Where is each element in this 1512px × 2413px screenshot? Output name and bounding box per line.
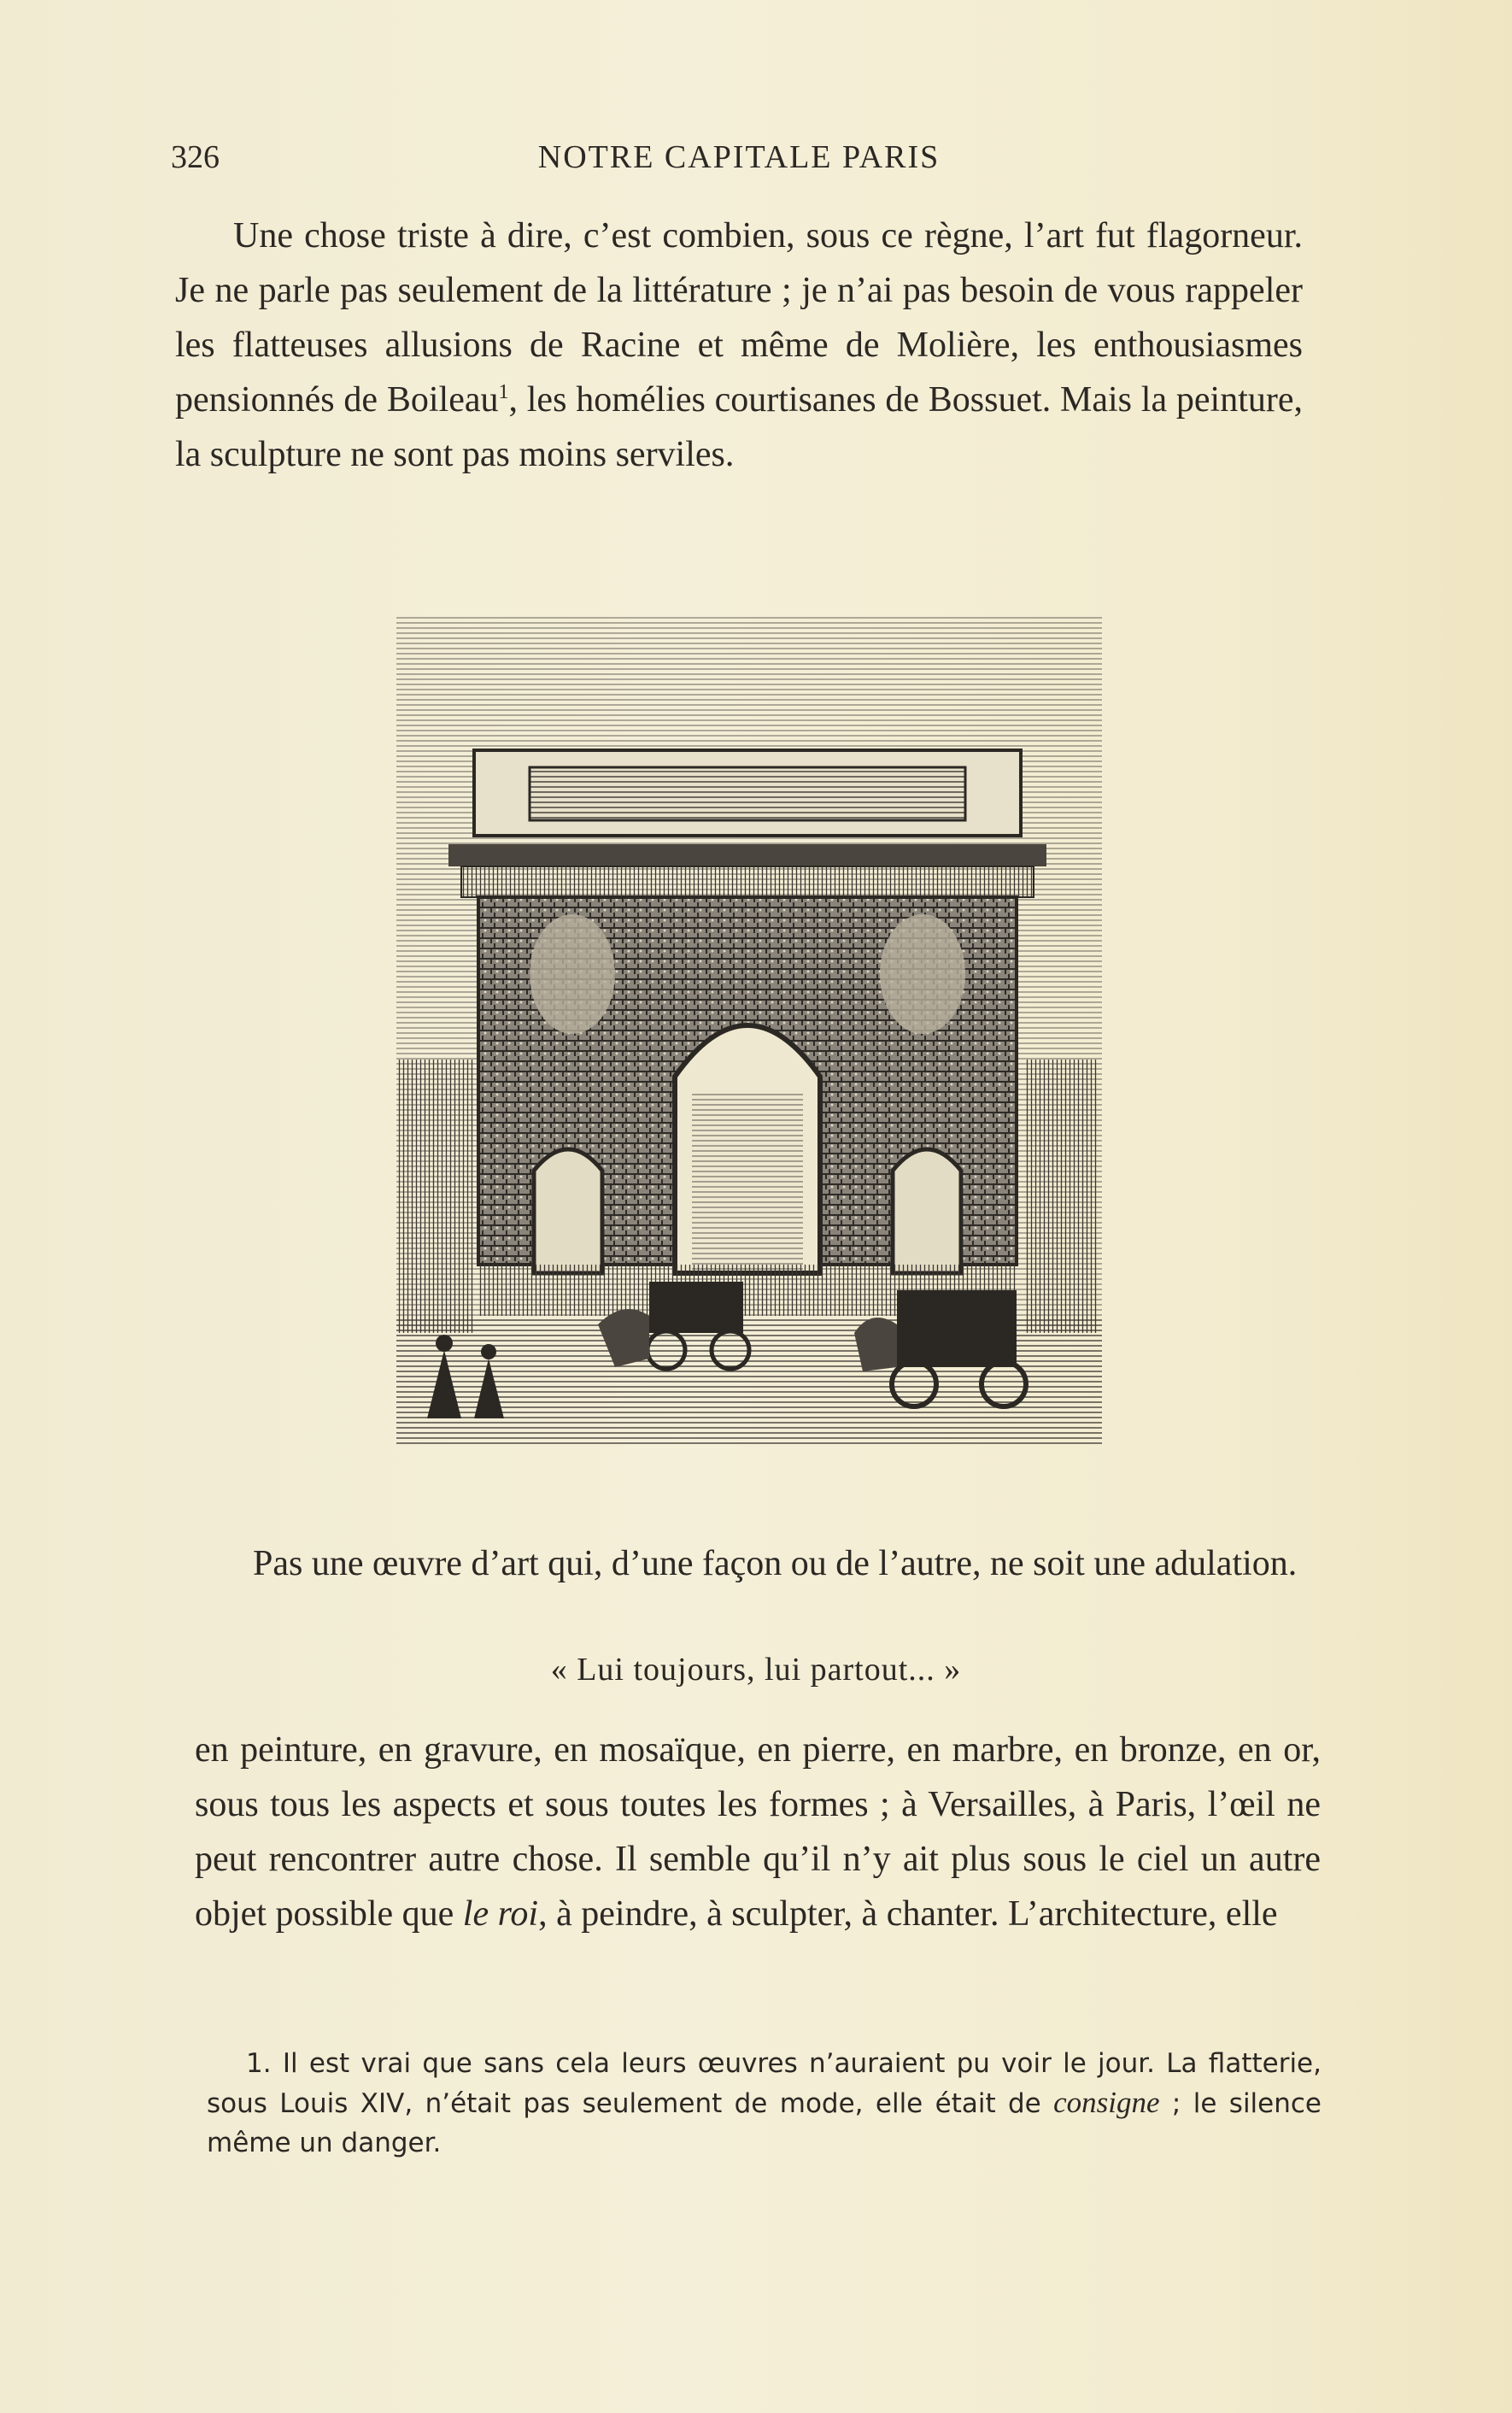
left-relief [530,914,615,1034]
paragraph-2: Pas une œuvre d’art qui, d’une façon ou de l’autre, ne soit une adulation. [253,1544,1298,1583]
page-number: 326 [171,139,220,175]
footnote-marker: 1 [498,381,509,403]
right-relief [880,914,965,1034]
paragraph-1-text-b: , les homélies courtisanes de Bossuet. Mais la peinture, la sculpture ne sont pas moins serviles. [175,380,1303,474]
paragraph-3 [195,1723,1321,1941]
page-header [171,138,1307,190]
paragraph-3-italic: le roi [462,1894,539,1934]
running-title: NOTRE CAPITALE PARIS [537,139,941,175]
paragraph-1 [175,208,1303,482]
arch-cornice [448,844,1046,866]
footnote-text-b: ; le silence même un danger. [207,2088,1322,2158]
quotation: « Lui toujours, lui partout... » [550,1652,962,1688]
footnote [207,2044,1322,2163]
left-building [396,1060,473,1333]
engraving-illustration [393,615,1102,1444]
right-building [1025,1060,1099,1333]
paragraph-3-text-a: en peinture, en gravure, en mosaïque, en pierre, en marbre, en bronze, en or, sous tous les aspects et sous toutes les formes ; à Versailles, à Paris, l’œil ne peut rencontrer autre chose. Il semble qu’il n’y ait plus sous le ciel un autre objet possible que [195,1730,1321,1934]
footnote-italic: consigne [1053,2086,1160,2119]
paragraph-3-text-b: , à peindre, à sculpter, à chanter. L’architecture, elle [538,1894,1278,1934]
left-side-arch [534,1149,602,1273]
paragraph-1-text-a: Une chose triste à dire, c’est combien, sous ce règne, l’art fut flagorneur. Je ne parle pas seulement de la littérature ; je n’ai pas besoin de vous rappeler les flatteuses allusions de Racine et même de Molière, les enthousiasmes pensionnés de Boileau [175,216,1303,420]
footnote-text-a: 1. Il est vrai que sans cela leurs œuvres n’auraient pu voir le jour. La flatterie, sous Louis XIV, n’était pas seulement de mode, elle était de [207,2048,1322,2119]
right-side-arch [893,1149,961,1273]
